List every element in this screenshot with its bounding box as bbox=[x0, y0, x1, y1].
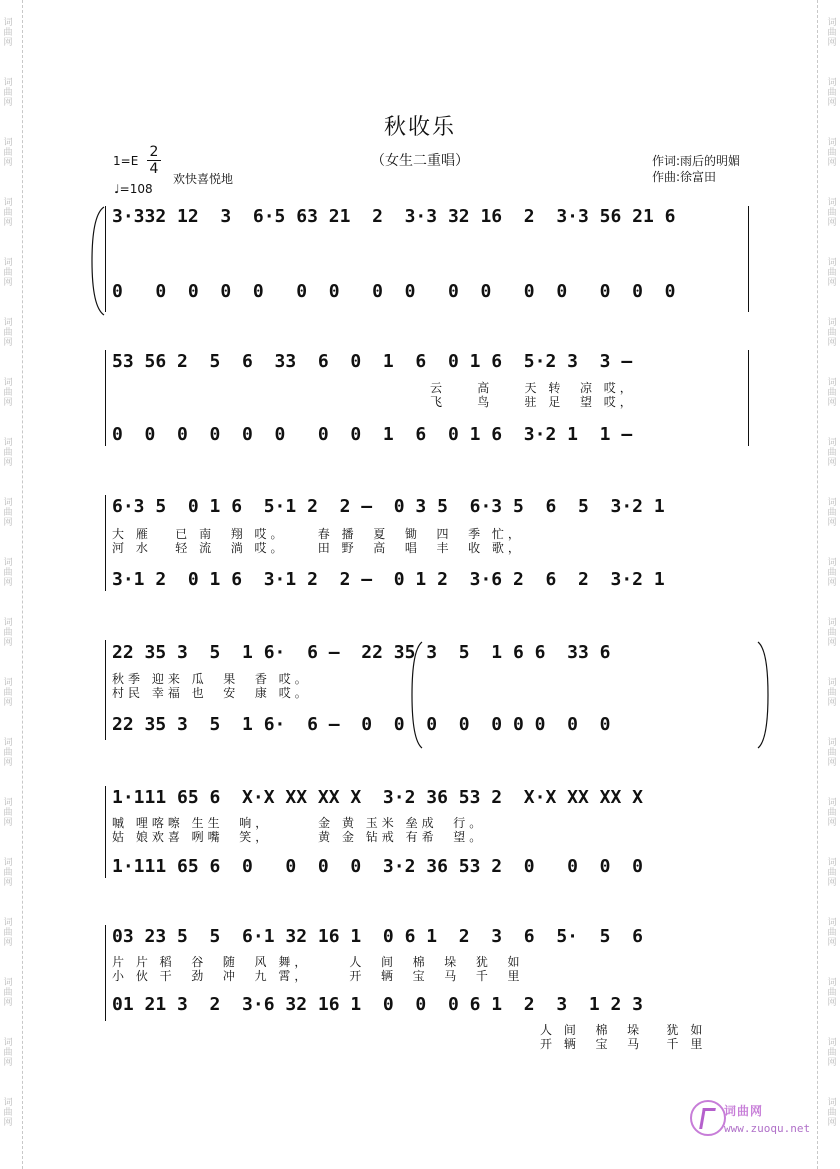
system-2-lower-notes: 0 0 0 0 0 0 0 0 1 6 0 1 6 3·2 1 1 – bbox=[112, 424, 633, 445]
quarter-note-icon: ♩ bbox=[114, 182, 120, 196]
key-signature: 1=E bbox=[113, 154, 139, 168]
system-1-brace bbox=[88, 205, 106, 317]
system-1-right-barline bbox=[748, 206, 749, 312]
system-3-lyrics-verse1: 大 雁 已 南 翔 哎。 春 播 夏 锄 四 季 忙， bbox=[112, 527, 524, 541]
site-logo-url: www.zuoqu.net bbox=[724, 1122, 811, 1135]
watermark-text: 词 曲 网 bbox=[3, 78, 13, 108]
watermark-text: 词 曲 网 bbox=[3, 438, 13, 468]
watermark-text: 词 曲 网 bbox=[3, 138, 13, 168]
watermark-text: 词 曲 网 bbox=[827, 258, 837, 288]
watermark-text: 词 曲 网 bbox=[827, 198, 837, 228]
system-4-left-barline bbox=[105, 640, 106, 740]
system-6-lower-notes: 01 21 3 2 3·6 32 16 1 0 0 0 6 1 2 3 1 2 3 bbox=[112, 994, 644, 1015]
system-1-upper-notes: 3·332 12 3 6·5 63 21 2 3·3 32 16 2 3·3 56 21 6 bbox=[112, 206, 676, 227]
watermark-text: 词 曲 网 bbox=[827, 138, 837, 168]
watermark-text: 词 曲 网 bbox=[827, 18, 837, 48]
system-4-lower-notes: 22 35 3 5 1 6· 6 – 0 0 0 0 0 0 0 0 0 bbox=[112, 714, 611, 735]
system-5-upper-notes: 1·111 65 6 X·X XX XX X 3·2 36 53 2 X·X XX XX X bbox=[112, 787, 644, 808]
watermark-text: 词 曲 网 bbox=[3, 978, 13, 1008]
watermark-text: 词 曲 网 bbox=[827, 498, 837, 528]
song-subtitle: （女生二重唱） bbox=[371, 153, 469, 169]
watermark-text: 词 曲 网 bbox=[3, 738, 13, 768]
system-1-lower-notes: 0 0 0 0 0 0 0 0 0 0 0 0 0 0 0 0 bbox=[112, 281, 676, 302]
watermark-text: 词 曲 网 bbox=[827, 798, 837, 828]
system-5-lyrics-verse1: 嘁 哩喀嚓 生生 响， 金 黄 玉米 垒成 行。 bbox=[112, 816, 486, 830]
system-3-lower-notes: 3·1 2 0 1 6 3·1 2 2 – 0 1 2 3·6 2 6 2 3·2 1 bbox=[112, 569, 665, 590]
system-3-lyrics-verse2: 河 水 轻 流 淌 哎。 田 野 高 唱 丰 收 歌， bbox=[112, 541, 524, 555]
watermark-text: 词 曲 网 bbox=[827, 978, 837, 1008]
system-5-left-barline bbox=[105, 786, 106, 878]
system-4-left-bracket bbox=[410, 640, 424, 750]
system-6-lyrics-verse2: 小 伙 干 劲 冲 九 霄， 开 辆 宝 马 千 里 bbox=[112, 969, 524, 983]
watermark-text: 词 曲 网 bbox=[3, 1098, 13, 1128]
site-logo-name: 词曲网 bbox=[724, 1104, 764, 1118]
system-1-left-barline bbox=[105, 206, 106, 312]
system-3-left-barline bbox=[105, 495, 106, 591]
watermark-text: 词 曲 网 bbox=[827, 618, 837, 648]
watermark-text: 词 曲 网 bbox=[3, 18, 13, 48]
system-5-lyrics-verse2: 姑 娘欢喜 咧嘴 笑， 黄 金 钻戒 有希 望。 bbox=[112, 830, 486, 844]
system-2-upper-notes: 53 56 2 5 6 33 6 0 1 6 0 1 6 5·2 3 3 – bbox=[112, 351, 633, 372]
system-2-lyrics-verse2: 飞 鸟 驻 足 望 哎， bbox=[430, 395, 636, 409]
watermark-text: 词 曲 网 bbox=[3, 678, 13, 708]
time-signature-bottom: 4 bbox=[147, 160, 161, 177]
site-logo bbox=[690, 1098, 820, 1142]
system-4-upper-notes: 22 35 3 5 1 6· 6 – 22 35 3 5 1 6 6 33 6 bbox=[112, 642, 611, 663]
system-6-left-barline bbox=[105, 925, 106, 1021]
watermark-text: 词 曲 网 bbox=[3, 318, 13, 348]
watermark-text: 词 曲 网 bbox=[827, 1098, 837, 1128]
watermark-text: 词 曲 网 bbox=[3, 618, 13, 648]
watermark-text: 词 曲 网 bbox=[3, 558, 13, 588]
watermark-text: 词 曲 网 bbox=[827, 78, 837, 108]
watermark-text: 词 曲 网 bbox=[827, 1038, 837, 1068]
system-2-right-barline bbox=[748, 350, 749, 446]
tempo-marking: 欢快喜悦地 bbox=[173, 172, 234, 186]
system-2-lyrics-verse1: 云 高 天 转 凉 哎， bbox=[430, 381, 636, 395]
time-signature-top: 2 bbox=[149, 144, 159, 160]
system-6-lyrics-verse1: 片 片 稻 谷 随 风 舞， 人 间 棉 垛 犹 如 bbox=[112, 955, 524, 969]
tempo-value: =108 bbox=[119, 182, 153, 196]
watermark-text: 词 曲 网 bbox=[827, 858, 837, 888]
watermark-text: 词 曲 网 bbox=[827, 678, 837, 708]
watermark-text: 词 曲 网 bbox=[827, 738, 837, 768]
system-4-lyrics-verse2: 村民 幸福 也 安 康 哎。 bbox=[112, 686, 311, 700]
watermark-text: 词 曲 网 bbox=[827, 558, 837, 588]
watermark-text: 词 曲 网 bbox=[3, 378, 13, 408]
watermark-text: 词 曲 网 bbox=[3, 858, 13, 888]
watermark-text: 词 曲 网 bbox=[3, 1038, 13, 1068]
system-4-right-bracket bbox=[756, 640, 770, 750]
lyricist-credit: 作词:雨后的明媚 bbox=[652, 154, 741, 168]
watermark-text: 词 曲 网 bbox=[3, 918, 13, 948]
watermark-text: 词 曲 网 bbox=[3, 498, 13, 528]
watermark-text: 词 曲 网 bbox=[827, 378, 837, 408]
system-5-lower-notes: 1·111 65 6 0 0 0 0 3·2 36 53 2 0 0 0 0 bbox=[112, 856, 644, 877]
system-2-left-barline bbox=[105, 350, 106, 446]
system-6-upper-notes: 03 23 5 5 6·1 32 16 1 0 6 1 2 3 6 5· 5 6 bbox=[112, 926, 644, 947]
system-3-upper-notes: 6·3 5 0 1 6 5·1 2 2 – 0 3 5 6·3 5 6 5 3·2 1 bbox=[112, 496, 665, 517]
system-4-lyrics-verse1: 秋季 迎来 瓜 果 香 哎。 bbox=[112, 672, 311, 686]
watermark-text: 词 曲 网 bbox=[827, 918, 837, 948]
music-note-icon bbox=[690, 1100, 726, 1136]
watermark-text: 词 曲 网 bbox=[3, 798, 13, 828]
system-6-lower-lyrics-verse2: 开 辆 宝 马 千 里 bbox=[540, 1037, 707, 1051]
system-6-lower-lyrics-verse1: 人 间 棉 垛 犹 如 bbox=[540, 1023, 707, 1037]
song-title: 秋收乐 bbox=[383, 115, 456, 140]
composer-credit: 作曲:徐富田 bbox=[652, 170, 717, 184]
watermark-text: 词 曲 网 bbox=[3, 198, 13, 228]
watermark-text: 词 曲 网 bbox=[827, 318, 837, 348]
watermark-text: 词 曲 网 bbox=[3, 258, 13, 288]
watermark-text: 词 曲 网 bbox=[827, 438, 837, 468]
